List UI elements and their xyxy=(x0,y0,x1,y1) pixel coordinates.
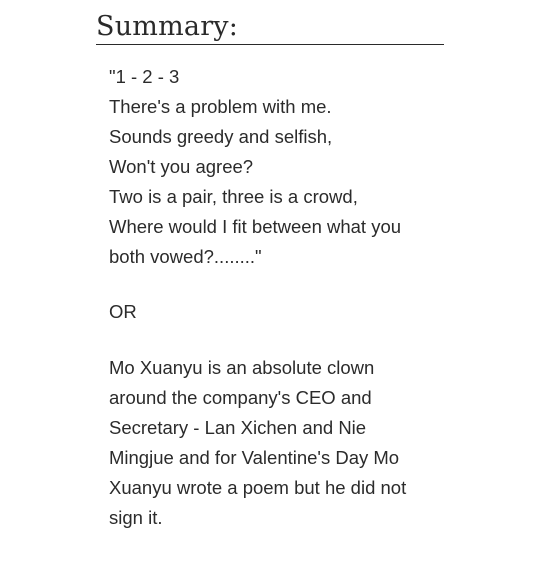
summary-block xyxy=(96,10,444,533)
poem-line: There's a problem with me. xyxy=(109,96,332,117)
description-line: Mingjue and for Valentine's Day Mo xyxy=(109,447,400,468)
poem-paragraph xyxy=(109,62,444,272)
poem-line: Sounds greedy and selfish, xyxy=(109,126,333,147)
description-line: Xuanyu wrote a poem but he did not xyxy=(109,477,407,498)
poem-line: Where would I fit between what you xyxy=(109,216,402,237)
description-paragraph xyxy=(109,353,439,533)
poem-line: both vowed?........" xyxy=(109,246,262,267)
summary-heading: Summary: xyxy=(96,10,444,45)
summary-body xyxy=(109,62,444,533)
description-line: around the company's CEO and xyxy=(109,387,372,408)
description-line: Mo Xuanyu is an absolute clown xyxy=(109,357,375,378)
poem-line: Two is a pair, three is a crowd, xyxy=(109,186,358,207)
poem-line: Won't you agree? xyxy=(109,156,254,177)
poem-line: "1 - 2 - 3 xyxy=(109,66,180,87)
or-separator: OR xyxy=(109,301,137,322)
description-line: Secretary - Lan Xichen and Nie xyxy=(109,417,367,438)
description-line: sign it. xyxy=(109,507,163,528)
